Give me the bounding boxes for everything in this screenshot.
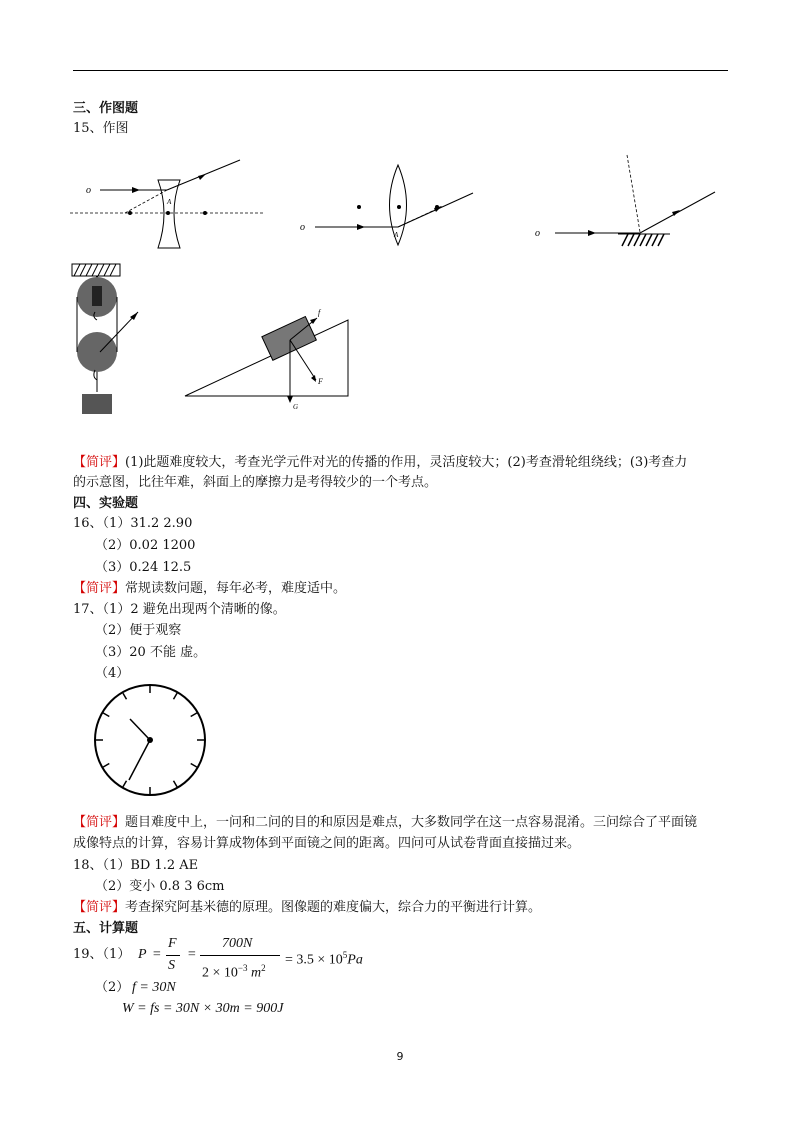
comment-text: 常规读数问题，每年必考，难度适中。 xyxy=(125,581,347,596)
fraction-bar xyxy=(166,955,180,956)
page-number: 9 xyxy=(396,1050,404,1063)
label-a: A xyxy=(167,198,172,206)
answer-17-2: （2）便于观察 xyxy=(95,623,182,638)
answer-19-2-label: （2） xyxy=(95,980,130,995)
header-rule xyxy=(73,70,728,71)
formula-result xyxy=(285,946,363,970)
label-o: o xyxy=(300,222,305,233)
fraction-1-denominator: S xyxy=(168,958,175,973)
fraction-1-numerator: F xyxy=(168,936,177,951)
section-5-title: 五、计算题 xyxy=(73,921,139,936)
result-unit: Pa xyxy=(347,952,363,968)
comment-text: 题目难度中上，一问和二问的目的和原因是难点，大多数同学在这一点容易混淆。三问综合了平面镜 xyxy=(125,815,698,830)
result-exponent: 5 xyxy=(342,950,348,960)
unit-exponent: 2 xyxy=(261,963,266,973)
pulley-diagram xyxy=(70,262,150,417)
answer-17-4: （4） xyxy=(95,666,130,681)
formula-p: P xyxy=(138,947,147,962)
comment-17-line2: 成像特点的计算，容易计算成物体到平面镜之间的距离。四问可从试卷背面直接描过来。 xyxy=(73,836,581,851)
label-o: o xyxy=(535,228,540,239)
comment-tag: 【简评】 xyxy=(73,900,126,915)
denominator-exponent: −3 xyxy=(237,963,248,973)
clock-icon xyxy=(92,683,208,799)
formula-eq: = xyxy=(187,947,197,962)
comment-tag: 【简评】 xyxy=(73,455,126,470)
answer-17-3: （3）20 不能 虚。 xyxy=(95,645,207,660)
comment-15-line2: 的示意图，比往年难，斜面上的摩擦力是考得较少的一个考点。 xyxy=(73,475,438,490)
comment-17-line1 xyxy=(73,814,697,832)
label-G: G xyxy=(293,403,299,411)
convex-lens-diagram xyxy=(295,160,495,260)
label-F: F xyxy=(318,377,323,386)
comment-text: (1)此题难度较大，考查光学元件对光的传播的作用，灵活度较大；(2)考查滑轮组绕线；(3)考查力 xyxy=(125,455,688,470)
answer-16-2: （2）0.02 1200 xyxy=(95,538,196,553)
answer-17-1: 17、（1）2 避免出现两个清晰的像。 xyxy=(73,602,286,617)
answer-18-1: 18、（1）BD 1.2 AE xyxy=(73,858,199,873)
result-base: = 3.5 × 10 xyxy=(285,952,343,968)
comment-text: 考查探究阿基米德的原理。图像题的难度偏大，综合力的平衡进行计算。 xyxy=(125,900,542,915)
incline-force-diagram xyxy=(180,300,360,415)
comment-16 xyxy=(73,580,346,598)
comment-18 xyxy=(73,899,541,917)
comment-tag: 【简评】 xyxy=(73,581,126,596)
label-o: o xyxy=(86,185,91,196)
fraction-2-numerator: 700N xyxy=(222,936,253,951)
answer-16-3: （3）0.24 12.5 xyxy=(95,560,192,575)
question-15-label: 15、作图 xyxy=(73,121,129,136)
answer-18-2: （2）变小 0.8 3 6cm xyxy=(95,879,225,894)
answer-16-1: 16、（1）31.2 2.90 xyxy=(73,516,193,531)
formula-eq: = xyxy=(152,947,162,962)
comment-15-line1 xyxy=(73,454,687,472)
mirror-reflection-diagram xyxy=(530,150,730,250)
denominator-unit: m xyxy=(250,965,262,981)
denominator-base: 2 × 10 xyxy=(202,965,238,981)
answer-19-2-line1: f = 30N xyxy=(132,980,176,995)
answer-19-number: 19、（1） xyxy=(73,947,131,962)
fraction-bar xyxy=(200,955,280,956)
fraction-2-denominator xyxy=(202,959,266,983)
comment-tag: 【简评】 xyxy=(73,815,126,830)
section-3-title: 三、作图题 xyxy=(73,101,139,116)
section-4-title: 四、实验题 xyxy=(73,496,139,511)
concave-lens-diagram xyxy=(70,150,270,260)
label-f: f xyxy=(318,308,321,317)
answer-19-2-line2: W = fs = 30N × 30m = 900J xyxy=(122,1001,284,1016)
label-a: A xyxy=(394,231,399,239)
